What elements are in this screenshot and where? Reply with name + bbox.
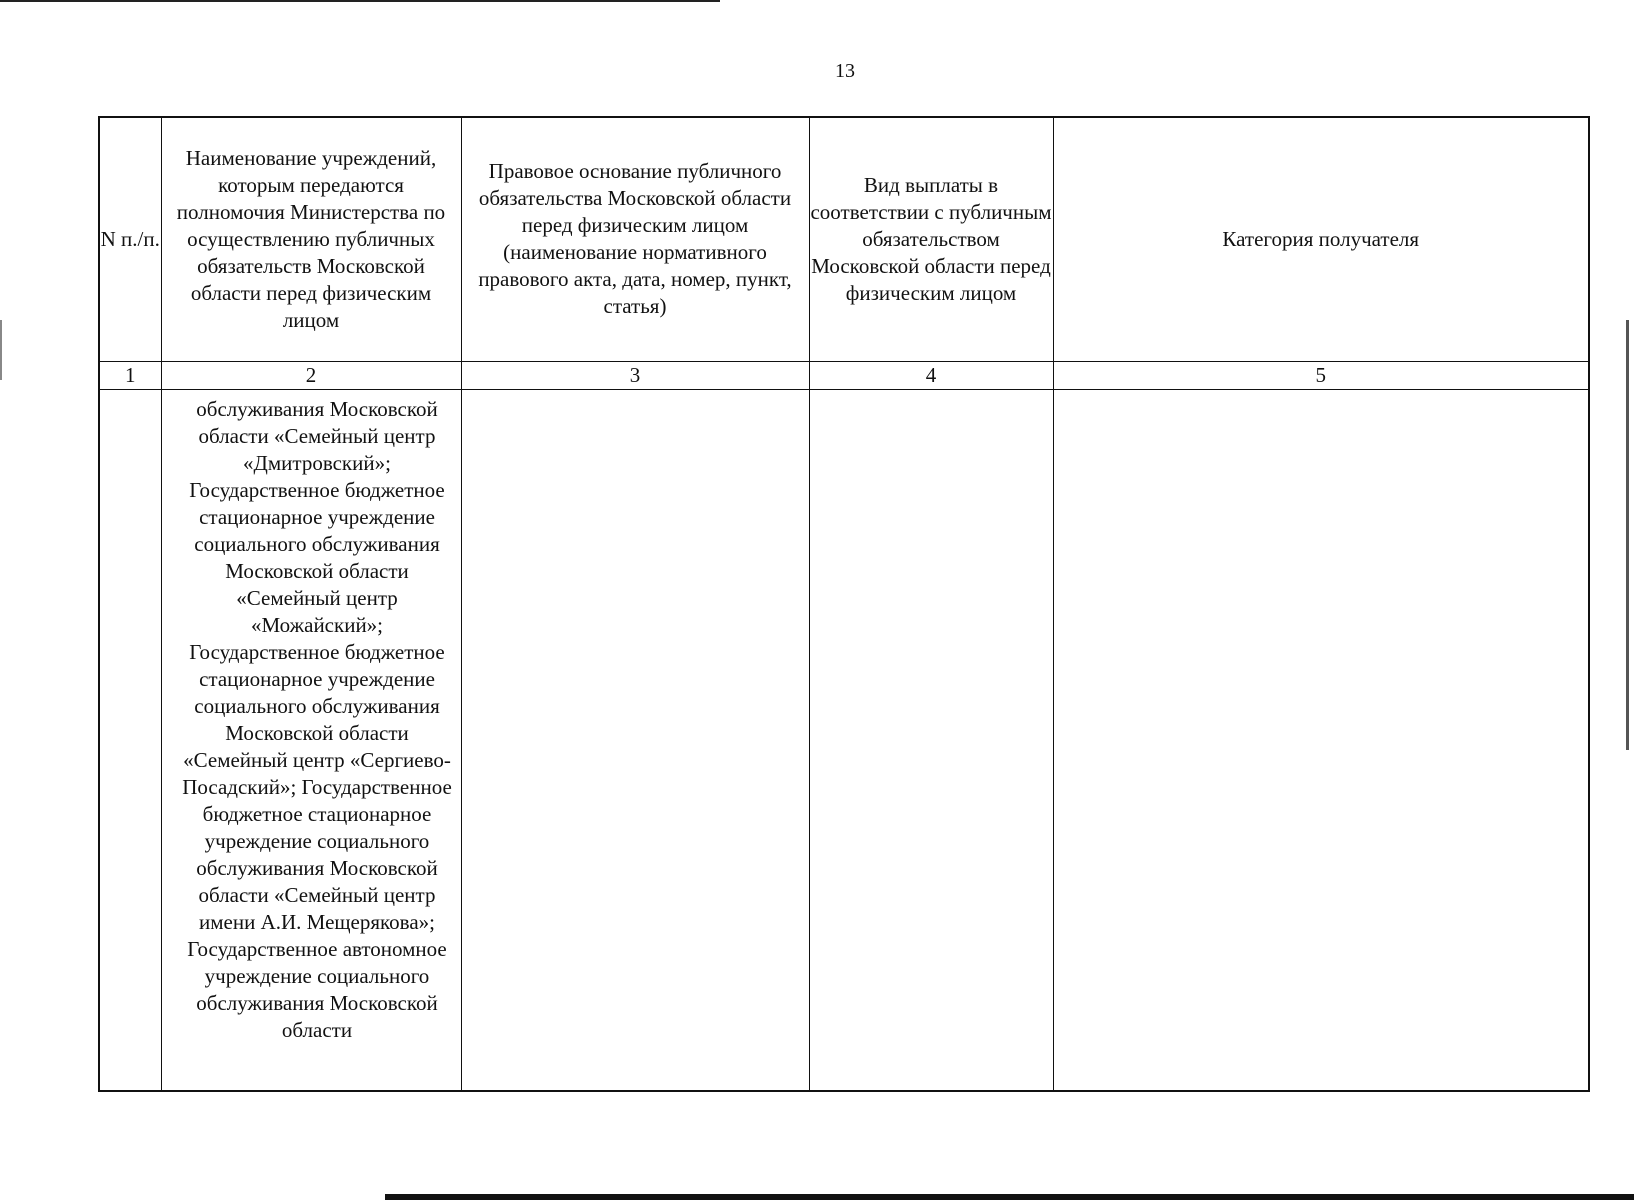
scan-edge-left [0,320,2,380]
payment-type-cell [809,389,1053,1091]
scan-edge-right [1626,320,1629,750]
header-payment-type: Вид выплаты в соответствии с публичным обязательством Московской области перед физическим лицом [809,117,1053,361]
column-number-2: 2 [161,361,461,389]
header-institutions: Наименование учреждений, которым передаются полномочия Министерства по осуществлению публичных обязательств Московской области перед физическим лицом [161,117,461,361]
recipient-category-cell [1053,389,1589,1091]
column-number-3: 3 [461,361,809,389]
header-number: N п./п. [99,117,161,361]
legal-basis-cell [461,389,809,1091]
column-number-5: 5 [1053,361,1589,389]
header-recipient-category: Категория получателя [1053,117,1589,361]
column-number-4: 4 [809,361,1053,389]
institutions-cell: обслуживания Московской области «Семейный центр «Дмитровский»; Государственное бюджетное стационарное учреждение социального обслуживания Московской области «Семейный центр «Можайский»; Государственное бюджетное стационарное учреждение социального обслуживания Московской области «Семейный центр «Сергиево-Посадский»; Государственное бюджетное стационарное учреждение социального обслуживания Московской области «Семейный центр имени А.И. Мещерякова»; Государственное автономное учреждение социального обслуживания Московской области [161,389,461,1091]
scan-edge-bottom [385,1194,1634,1200]
column-number-row [99,361,1589,389]
column-number-1: 1 [99,361,161,389]
header-legal-basis: Правовое основание публичного обязательства Московской области перед физическим лицом (наименование нормативного правового акта, дата, номер, пункт, статья) [461,117,809,361]
row-number-cell [99,389,161,1091]
scan-edge-top [0,0,720,2]
table-row [99,389,1589,1091]
table-header-row [99,117,1589,361]
page-number: 13 [835,60,855,82]
payments-table [98,116,1590,1092]
